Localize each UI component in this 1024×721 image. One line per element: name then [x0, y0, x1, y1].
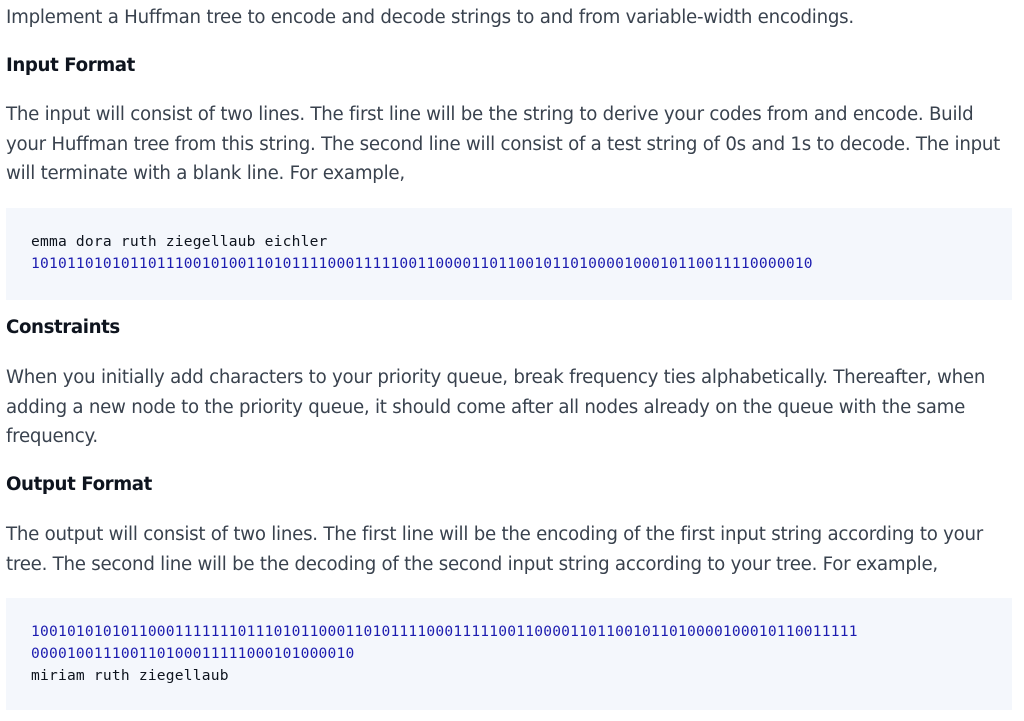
output-example-encoding-line1: 10010101010110001111111011101011000110101111000111110011000011011001011010000100010110011111: [31, 623, 858, 640]
output-format-heading: Output Format: [6, 474, 152, 495]
output-example-decoded-string: miriam ruth ziegellaub: [31, 667, 229, 684]
intro-text: Implement a Huffman tree to encode and decode strings to and from variable-width encodings.: [6, 7, 854, 28]
input-format-paragraph: The input will consist of two lines. The first line will be the string to derive your codes from and encode. Build your Huffman tree from this string. The second line will consist of a test string of 0s and 1s to decode. The input will terminate with a blank line. For example,: [6, 104, 1001, 184]
input-example-code-block: [6, 208, 1012, 300]
output-format-paragraph: The output will consist of two lines. The first line will be the encoding of the first input string according to your tree. The second line will be the decoding of the second input string according to your tree. For example,: [6, 524, 984, 575]
output-example-encoding-line2: 000010011100110100011111000101000010: [31, 645, 355, 662]
constraints-paragraph: When you initially add characters to your priority queue, break frequency ties alphabetically. Thereafter, when adding a new node to the priority queue, it should come after all nodes already on the queue with the same frequency.: [6, 367, 986, 447]
input-format-heading: Input Format: [6, 55, 135, 76]
output-example-code-block: [6, 598, 1012, 710]
input-example-string: emma dora ruth ziegellaub eichler: [31, 233, 328, 250]
input-example-bits: 101011010101101110010100110101111000111110011000011011001011010000100010110011110000010: [31, 255, 813, 272]
constraints-heading: Constraints: [6, 317, 120, 338]
